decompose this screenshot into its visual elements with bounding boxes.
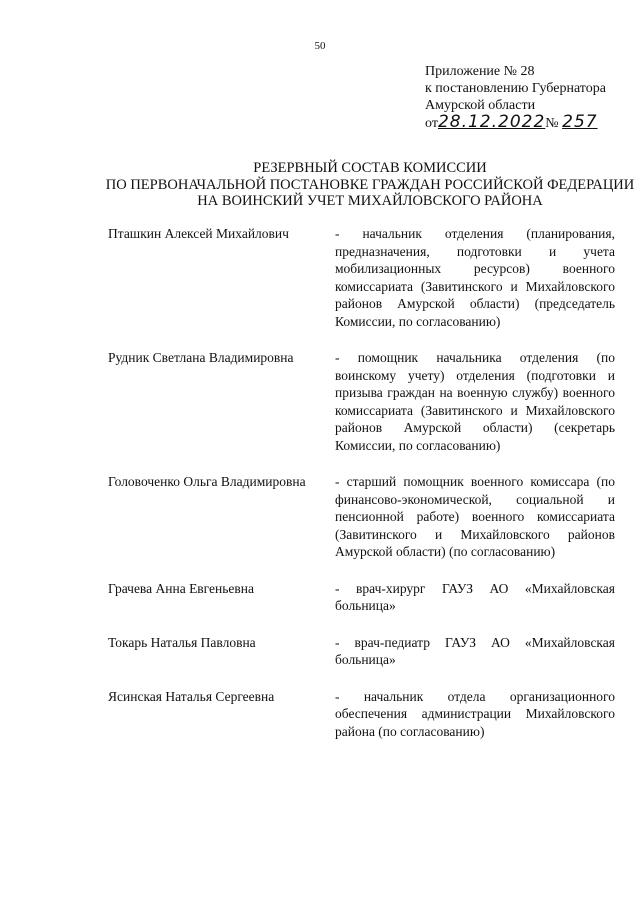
member-role: - старший помощник военного комиссара (по финансово-экономической, социальной и пенсионной работе) военного комиссариата (Завитинского и Михайловского районов Амурской области) (по согласованию) <box>335 474 615 559</box>
document-title <box>60 160 640 210</box>
title-line-2: ПО ПЕРВОНАЧАЛЬНОЙ ПОСТАНОВКЕ ГРАЖДАН РОССИЙСКОЙ ФЕДЕРАЦИИ <box>105 176 635 193</box>
member-role: - помощник начальника отделения (по воинскому учету) отделения (подготовки и призыва граждан на военную службу) военного комиссариата (Завитинского и Михайловского районов Амурской области) (секретарь Комиссии, по согласованию) <box>335 350 615 453</box>
appendix-resolution-ref: к постановлению Губернатора <box>425 81 606 96</box>
number-prefix: № <box>545 116 559 131</box>
member-row <box>108 580 616 615</box>
member-name: Головоченко Ольга Владимировна <box>108 474 306 489</box>
member-row <box>108 634 616 669</box>
handwritten-date: 28.12.2022 <box>437 112 546 132</box>
members-list <box>108 225 616 759</box>
appendix-number: Приложение № 28 <box>425 64 535 79</box>
member-row <box>108 225 616 330</box>
from-prefix: от <box>425 116 438 131</box>
handwritten-number: 257 <box>562 112 598 132</box>
member-name: Токарь Наталья Павловна <box>108 634 256 650</box>
appendix-block <box>425 63 606 132</box>
member-role: - врач-хирург ГАУЗ АО «Михайловская больница» <box>335 580 615 613</box>
appendix-region: Амурской области <box>425 98 536 113</box>
member-row <box>108 688 616 741</box>
title-line-1: РЕЗЕРВНЫЙ СОСТАВ КОМИССИИ <box>253 160 487 176</box>
member-row <box>108 473 616 561</box>
member-role: - начальник отделения (планирования, предназначения, подготовки и учета мобилизационных ресурсов) военного комиссариата (Завитинского и Михайловского районов Амурской области) (председатель Комиссии, по согласованию) <box>335 226 615 329</box>
member-name: Рудник Светлана Владимировна <box>108 350 294 365</box>
member-role: - врач-педиатр ГАУЗ АО «Михайловская больница» <box>335 634 615 667</box>
appendix-date-line <box>425 114 606 132</box>
member-name: Ясинская Наталья Сергеевна <box>108 688 275 704</box>
title-line-3: НА ВОИНСКИЙ УЧЕТ МИХАЙЛОВСКОГО РАЙОНА <box>197 193 543 209</box>
member-name: Грачева Анна Евгеньевна <box>108 580 255 596</box>
member-role: - начальник отдела организационного обеспечения администрации Михайловского района (по согласованию) <box>335 688 615 739</box>
member-row <box>108 349 616 454</box>
member-name: Пташкин Алексей Михайлович <box>108 226 289 241</box>
page-number: 50 <box>314 40 326 52</box>
